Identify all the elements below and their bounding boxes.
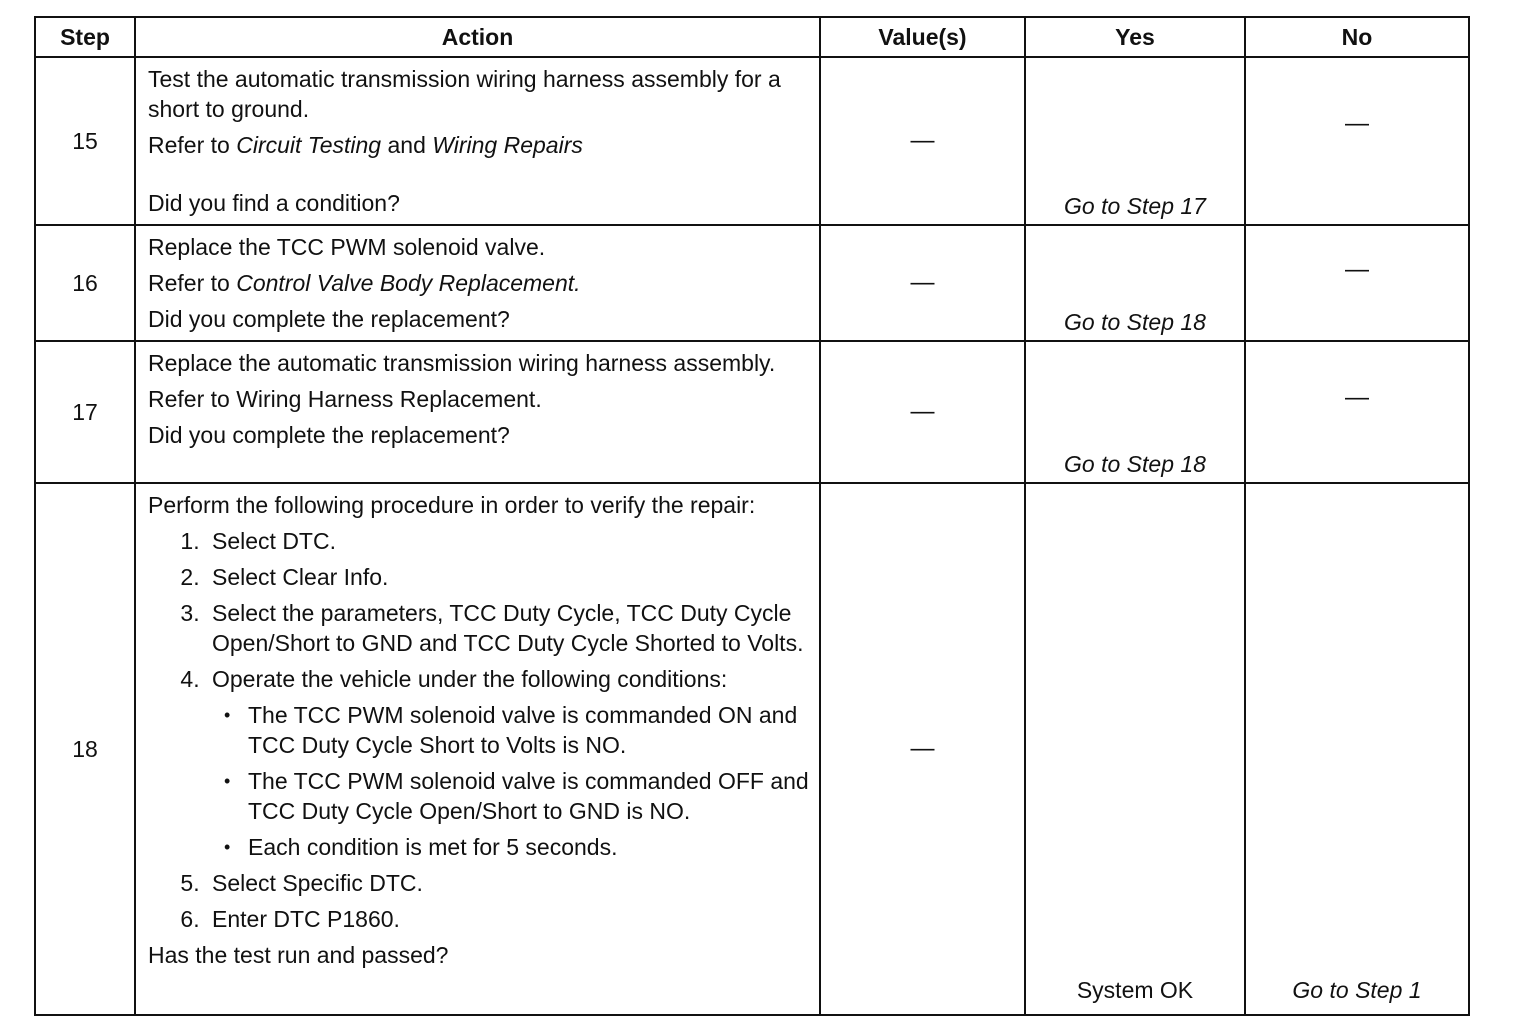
table-row-step-15 [35,57,1469,225]
conditions-list [212,700,809,862]
no-result: — [1345,256,1369,283]
action-cell [135,341,820,483]
header-no: No [1245,17,1469,57]
action-question: Has the test run and passed? [148,942,449,968]
table-row-step-18 [35,483,1469,1015]
action-question: Did you complete the replacement? [148,422,510,448]
procedure-step: 2. Select Clear Info. [206,562,809,592]
value-cell: — [820,225,1025,341]
no-result[interactable]: Go to Step 1 [1292,977,1422,1003]
condition-item: • The TCC PWM solenoid valve is commanded ON and TCC Duty Cycle Short to Volts is NO. [240,700,809,760]
action-reference [148,268,809,298]
procedure-step: 5. Select Specific DTC. [206,868,809,898]
table-row-step-16 [35,225,1469,341]
yes-result: System OK [1076,977,1194,1003]
yes-result[interactable]: Go to Step 18 [1064,309,1206,335]
refer-prefix: Refer to [148,132,237,158]
value-cell: — [820,483,1025,1015]
diagnostic-table-container [34,16,1468,1016]
action-cell [135,57,820,225]
table-row-step-17 [35,341,1469,483]
yes-cell [1025,341,1245,483]
step-number: 16 [35,225,135,341]
action-intro: Perform the following procedure in order to verify the repair: [148,492,756,518]
step-number: 15 [35,57,135,225]
header-values: Value(s) [820,17,1025,57]
yes-result[interactable]: Go to Step 18 [1064,451,1206,477]
header-action: Action [135,17,820,57]
action-reference: Refer to Wiring Harness Replacement. [148,386,542,412]
header-yes: Yes [1025,17,1245,57]
procedure-step: 3. Select the parameters, TCC Duty Cycle, TCC Duty Cycle Open/Short to GND and TCC Duty Cycle Shorted to Volts. [206,598,809,658]
no-cell [1245,483,1469,1015]
action-instruction: Replace the automatic transmission wiring harness assembly. [148,350,776,376]
procedure-list [148,526,809,934]
yes-cell [1025,57,1245,225]
action-cell [135,225,820,341]
action-instruction: Replace the TCC PWM solenoid valve. [148,234,546,260]
no-cell [1245,57,1469,225]
header-step: Step [35,17,135,57]
refer-link-circuit-testing[interactable]: Circuit Testing [236,132,382,158]
value-cell: — [820,57,1025,225]
action-question: Did you complete the replacement? [148,306,510,332]
step-number: 17 [35,341,135,483]
no-cell [1245,225,1469,341]
procedure-step: 1. Select DTC. [206,526,809,556]
refer-prefix: Refer to [148,270,237,296]
procedure-step: 6. Enter DTC P1860. [206,904,809,934]
procedure-step-text: Operate the vehicle under the following conditions: [212,666,728,692]
refer-and: and [381,132,433,158]
refer-link-control-valve-body[interactable]: Control Valve Body Replacement. [236,270,581,296]
yes-cell [1025,483,1245,1015]
diagnostic-table [34,16,1470,1016]
value-cell: — [820,341,1025,483]
step-number: 18 [35,483,135,1015]
action-instruction: Test the automatic transmission wiring harness assembly for a short to ground. [148,66,781,122]
yes-cell [1025,225,1245,341]
no-result: — [1345,110,1369,137]
no-result: — [1345,384,1369,411]
header-row [35,17,1469,57]
action-cell [135,483,820,1015]
condition-item: • The TCC PWM solenoid valve is commanded OFF and TCC Duty Cycle Open/Short to GND is NO. [240,766,809,826]
refer-link-wiring-repairs[interactable]: Wiring Repairs [432,132,583,158]
yes-result[interactable]: Go to Step 17 [1064,193,1206,219]
action-reference [148,130,809,160]
condition-item: • Each condition is met for 5 seconds. [240,832,809,862]
no-cell [1245,341,1469,483]
procedure-step-with-conditions [206,664,809,862]
action-question: Did you find a condition? [148,190,400,216]
